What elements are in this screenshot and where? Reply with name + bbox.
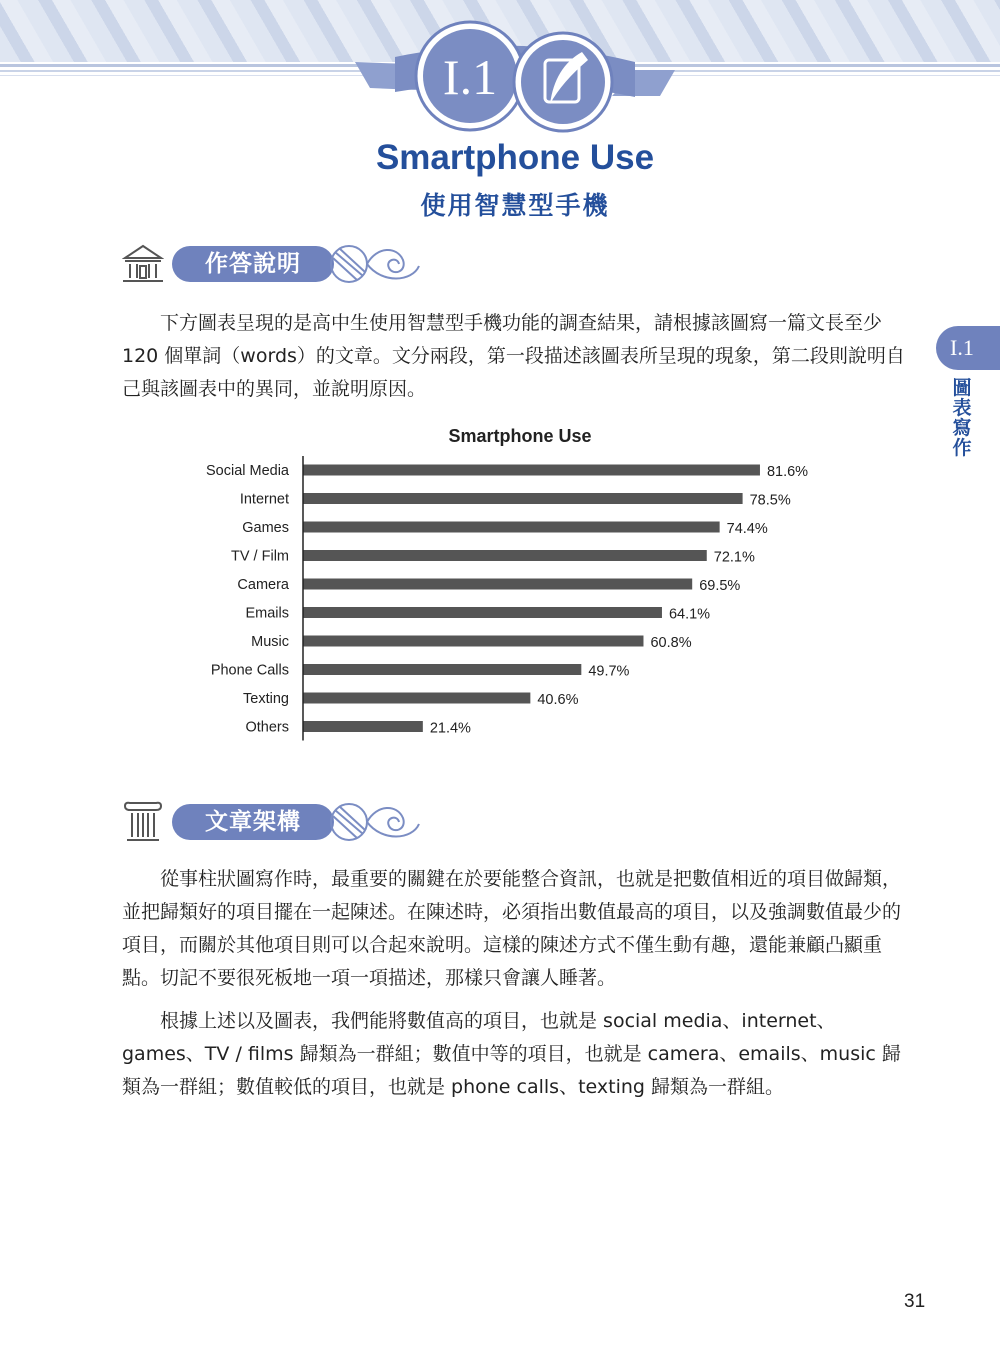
bar	[303, 693, 530, 704]
bar-chart	[150, 420, 870, 750]
section-heading-label: 文章架構	[172, 804, 334, 840]
data-label: 60.8%	[650, 635, 692, 651]
data-label: 64.1%	[668, 606, 711, 623]
bar	[303, 465, 760, 476]
category-label: TV / Film	[231, 548, 289, 565]
bar	[303, 636, 643, 647]
structure-paragraph-2	[122, 1005, 912, 1104]
data-label: 72.1%	[713, 549, 755, 566]
category-label: Music	[251, 634, 289, 650]
bar	[303, 607, 662, 618]
page-subtitle: 使用智慧型手機	[420, 191, 610, 220]
page-number: 31	[904, 1291, 926, 1312]
section-heading-instructions	[122, 238, 432, 290]
bar	[303, 579, 692, 590]
bar	[303, 550, 707, 561]
bar	[303, 493, 743, 504]
structure-text-2: 根據上述以及圖表，我們能將數值高的項目，也就是 social media、internet、games、TV / films 歸類為一群組；數值中等的項目，也就是 camera、emails、music 歸類為一群組；數值較低的項目，也就是 phone calls、texting 歸類為一群組。	[122, 1010, 901, 1098]
structure-paragraph-1	[122, 863, 912, 995]
data-label: 21.4%	[429, 720, 471, 737]
bar	[303, 522, 720, 533]
chapter-emblem	[350, 12, 680, 140]
swirl-ornament-icon	[327, 240, 422, 288]
instructions-text: 下方圖表呈現的是高中生使用智慧型手機功能的調查結果，請根據該圖寫一篇文長至少 120 個單詞（words）的文章。文分兩段，第一段描述該圖表所呈現的現象，第二段則說明自己與該圖表中的異同，並說明原因。	[122, 312, 905, 400]
category-label: Emails	[245, 605, 289, 622]
section-heading-label: 作答說明	[172, 246, 334, 282]
instructions-paragraph	[122, 307, 912, 406]
chapter-number: I.1	[442, 49, 498, 105]
category-label: Phone Calls	[210, 662, 289, 679]
building-icon	[122, 242, 164, 286]
bar	[303, 721, 423, 732]
page-title: Smartphone Use	[375, 138, 655, 177]
category-label: Texting	[243, 691, 289, 707]
structure-text-1: 從事柱狀圖寫作時，最重要的關鍵在於要能整合資訊，也就是把數值相近的項目做歸類，並把歸類好的項目擺在一起陳述。在陳述時，必須指出數值最高的項目，以及強調數值最少的項目，而關於其他項目則可以合起來說明。這樣的陳述方式不僅生動有趣，還能兼顧凸顯重點。切記不要很死板地一項一項描述，那樣只會讓人睡著。	[122, 868, 902, 989]
chart-title: Smartphone Use	[448, 426, 592, 446]
chapter-side-tab: I.1	[936, 326, 1000, 370]
category-label: Social Media	[205, 463, 289, 479]
data-label: 78.5%	[749, 492, 791, 509]
category-label: Games	[242, 520, 289, 536]
bar	[303, 664, 581, 675]
data-label: 81.6%	[766, 464, 809, 480]
data-label: 74.4%	[726, 521, 768, 537]
category-label: Camera	[237, 577, 289, 593]
section-heading-structure	[122, 796, 432, 848]
data-label: 69.5%	[699, 578, 741, 594]
chapter-side-label: 圖表寫作	[952, 377, 972, 459]
data-label: 40.6%	[537, 692, 579, 708]
category-label: Others	[245, 719, 289, 736]
data-label: 49.7%	[588, 663, 630, 680]
category-label: Internet	[239, 491, 289, 508]
column-icon	[122, 800, 164, 844]
swirl-ornament-icon	[327, 798, 422, 846]
